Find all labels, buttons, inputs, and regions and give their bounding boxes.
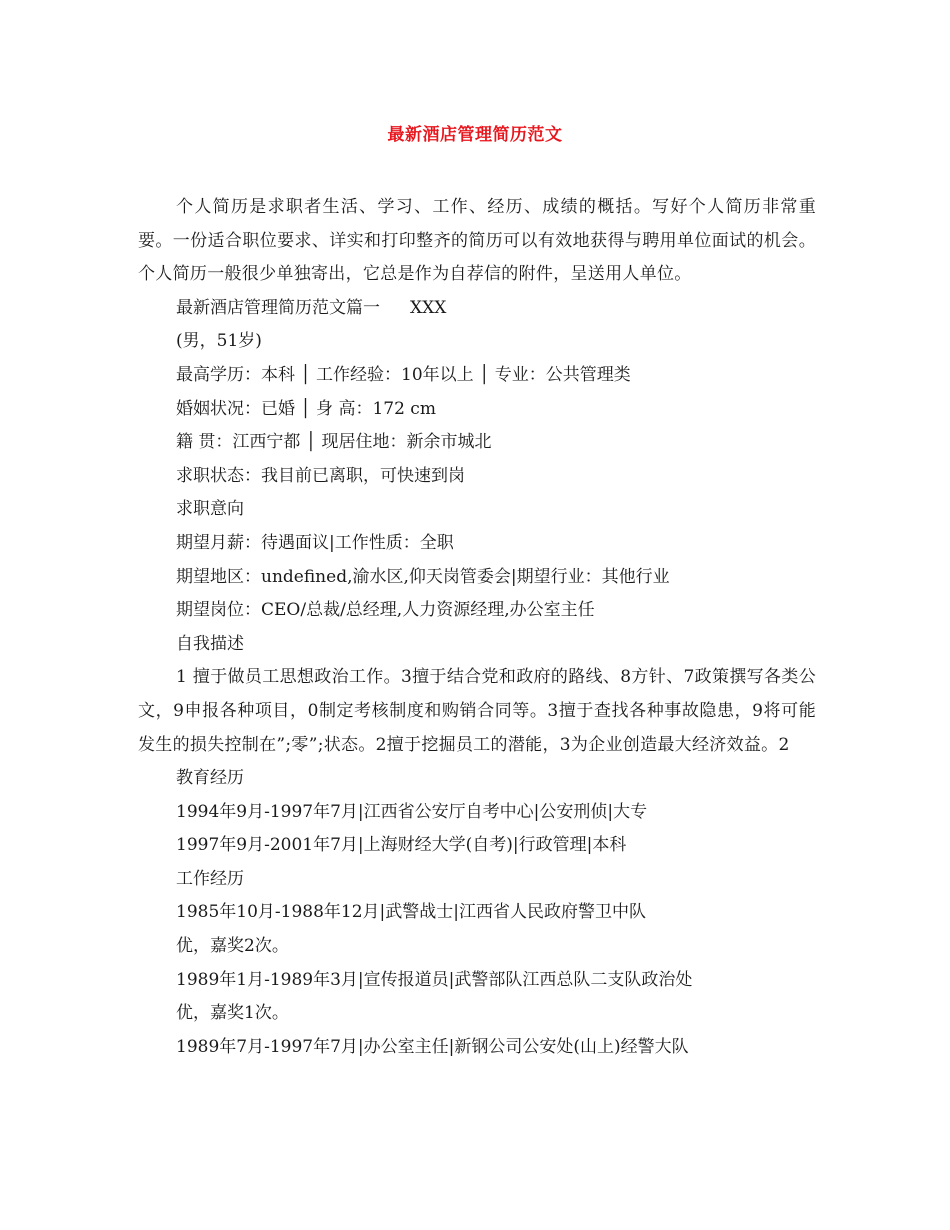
intro-paragraph: 个人简历是求职者生活、学习、工作、经历、成绩的概括。写好个人简历非常重要。一份适合职位要求、详实和打印整齐的简历可以有效地获得与聘用单位面试的机会。个人简历一般很少单独寄出，它总是作为自荐信的附件，呈送用人单位。	[138, 197, 816, 285]
intent-position: 期望岗位：CEO/总裁/总经理,人力资源经理,办公室主任	[176, 600, 595, 621]
work-item: 优，嘉奖1次。	[176, 1003, 289, 1024]
basic-info-origin: 籍 贯：江西宁都 │ 现居住地：新余市城北	[176, 432, 492, 453]
self-description: 1 擅于做员工思想政治工作。3擅于结合党和政府的路线、8方针、7政策撰写各类公文，9申报各种项目，0制定考核制度和购销合同等。3擅于查找各种事故隐患，9将可能发生的损失控制在”;零”;状态。2擅于挖掘员工的潜能，3为企业创造最大经济效益。2	[138, 667, 816, 755]
work-heading: 工作经历	[176, 868, 244, 889]
job-status: 求职状态：我目前已离职，可快速到岗	[176, 465, 465, 486]
basic-info-education: 最高学历：本科 │ 工作经验：10年以上 │ 专业：公共管理类	[176, 364, 631, 385]
education-heading: 教育经历	[176, 768, 244, 789]
self-heading: 自我描述	[176, 633, 244, 654]
gender-age: (男，51岁)	[176, 331, 262, 352]
document-title: 最新酒店管理简历范文	[387, 125, 563, 145]
intent-heading: 求职意向	[176, 499, 244, 520]
intent-region: 期望地区：undefined,渝水区,仰天岗管委会|期望行业：其他行业	[176, 566, 670, 587]
work-item: 1989年1月-1989年3月|宣传报道员|武警部队江西总队二支队政治处	[176, 969, 693, 990]
section-title-line	[138, 292, 816, 326]
candidate-name: XXX	[410, 297, 447, 318]
intent-salary: 期望月薪：待遇面议|工作性质：全职	[176, 532, 454, 553]
education-item: 1994年9月-1997年7月|江西省公安厅自考中心|公安刑侦|大专	[176, 801, 648, 822]
work-item: 1985年10月-1988年12月|武警战士|江西省人民政府警卫中队	[176, 902, 646, 923]
work-item: 1989年7月-1997年7月|办公室主任|新钢公司公安处(山上)经警大队	[176, 1036, 689, 1057]
work-item: 优，嘉奖2次。	[176, 936, 289, 957]
document-body	[138, 191, 816, 1064]
education-item: 1997年9月-2001年7月|上海财经大学(自考)|行政管理|本科	[176, 835, 627, 856]
basic-info-marital: 婚姻状况：已婚 │ 身 高：172 cm	[176, 398, 436, 419]
section-title: 最新酒店管理简历范文篇一	[176, 297, 380, 318]
